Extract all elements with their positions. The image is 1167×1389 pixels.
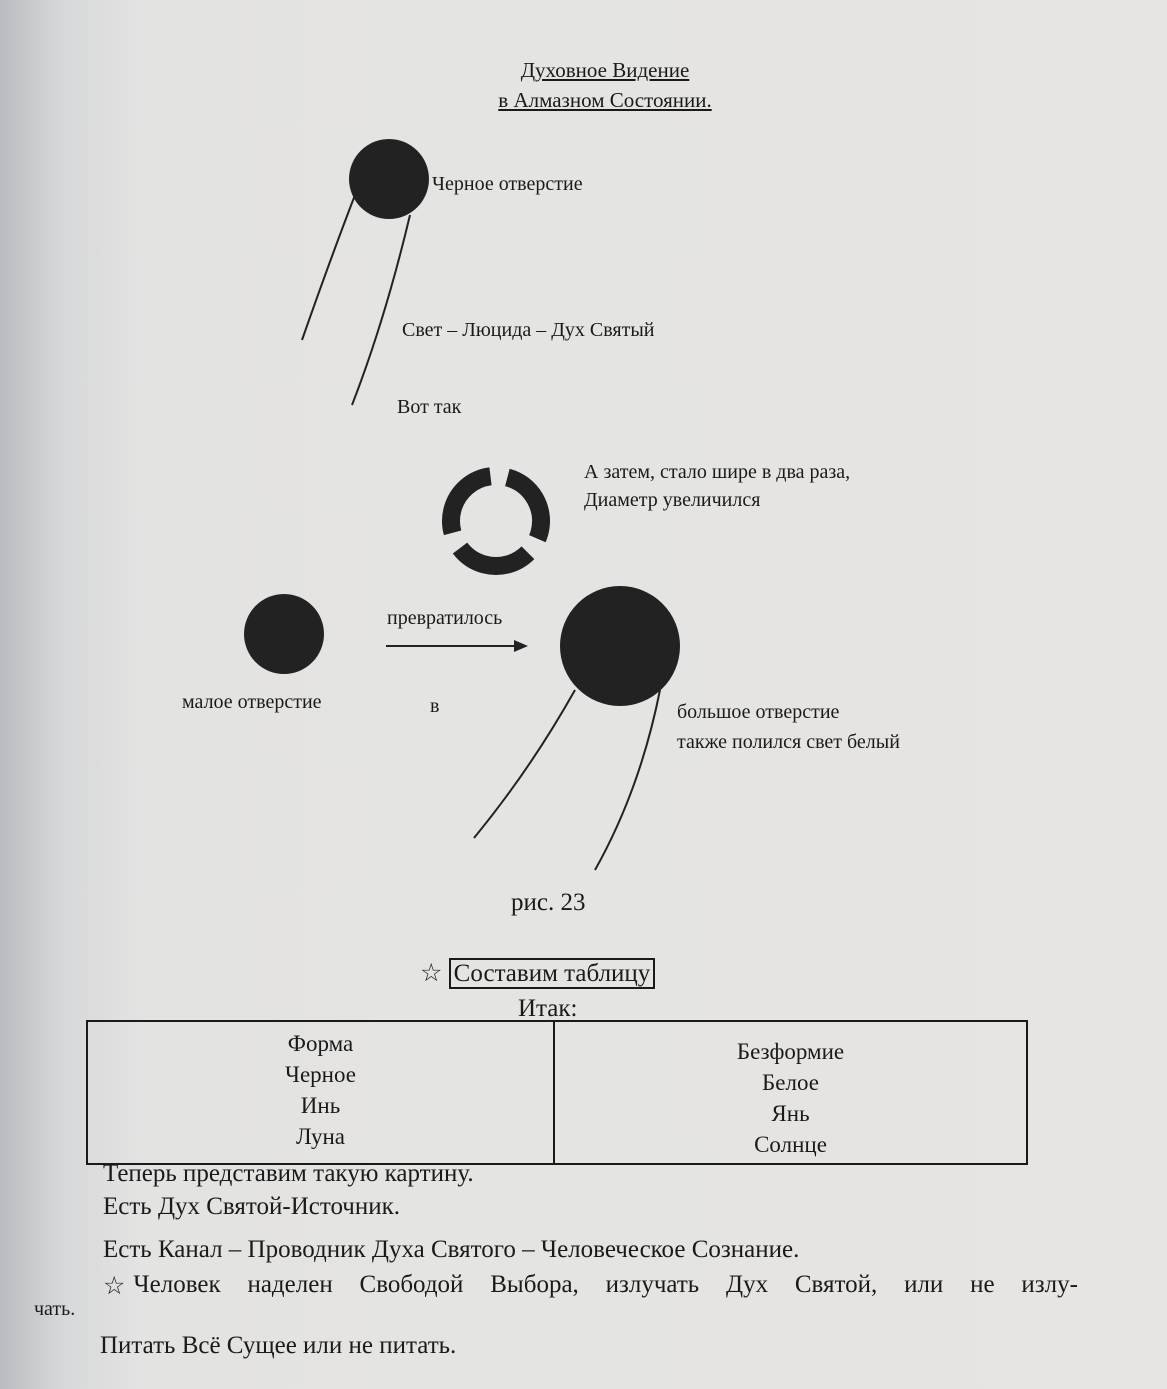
paragraph-4	[103, 1271, 1078, 1301]
star-icon: ☆	[420, 960, 443, 987]
title-line-2: в Алмазном Состоянии.	[498, 88, 712, 112]
big-light-line-left	[474, 690, 575, 838]
label-big-hole-1: большое отверстие	[677, 701, 840, 723]
table-cell: Форма	[287, 1031, 354, 1056]
paragraph-4-cont: чать.	[34, 1298, 76, 1320]
label-into: в	[430, 695, 440, 717]
paragraph-1: Теперь представим такую картину.	[103, 1160, 474, 1187]
table-cell: Янь	[771, 1101, 810, 1126]
heading-boxed: Составим таблицу	[449, 958, 656, 989]
light-line-right	[352, 215, 410, 405]
table-cell: Безформие	[736, 1039, 845, 1064]
label-light: Свет – Люцида – Дух Святый	[402, 319, 655, 341]
table-cell: Инь	[300, 1093, 341, 1118]
big-hole-circle	[560, 586, 680, 706]
paragraph-3: Есть Канал – Проводник Духа Святого – Человеческое Сознание.	[103, 1236, 800, 1263]
label-wider-1: А затем, стало шире в два раза,	[584, 461, 851, 483]
arrow	[386, 640, 528, 652]
light-line-left	[302, 195, 355, 340]
table-col-right	[554, 1021, 1027, 1164]
title-line-1: Духовное Видение	[520, 58, 690, 82]
black-hole-circle	[349, 139, 429, 219]
big-light-line-right	[595, 690, 660, 870]
table-cell: Черное	[285, 1062, 356, 1087]
paragraph-4-text: Человек наделен Свободой Выбора, излучать Дух Святой, или не излу-	[133, 1271, 1078, 1298]
table-cell: Белое	[762, 1070, 819, 1095]
table-cell: Солнце	[754, 1132, 827, 1157]
label-turned: превратилось	[387, 607, 503, 629]
star-icon: ☆	[103, 1273, 126, 1300]
label-big-hole-2: также полился свет белый	[677, 731, 900, 753]
label-like-this: Вот так	[397, 396, 462, 418]
section-sub: Итак:	[518, 995, 578, 1022]
paragraph-2: Есть Дух Святой-Источник.	[103, 1193, 401, 1220]
paragraph-5: Питать Всё Сущее или не питать.	[100, 1332, 457, 1359]
comparison-table	[86, 1020, 1028, 1165]
small-hole-circle	[244, 594, 324, 674]
label-wider-2: Диаметр увеличился	[584, 489, 761, 511]
figure-caption: рис. 23	[511, 889, 586, 916]
table-col-left	[87, 1021, 554, 1164]
segmented-ring	[441, 466, 551, 576]
label-black-hole: Черное отверстие	[432, 173, 583, 195]
label-small-hole: малое отверстие	[182, 691, 322, 713]
table-cell: Луна	[295, 1124, 346, 1149]
section-heading	[420, 958, 655, 988]
